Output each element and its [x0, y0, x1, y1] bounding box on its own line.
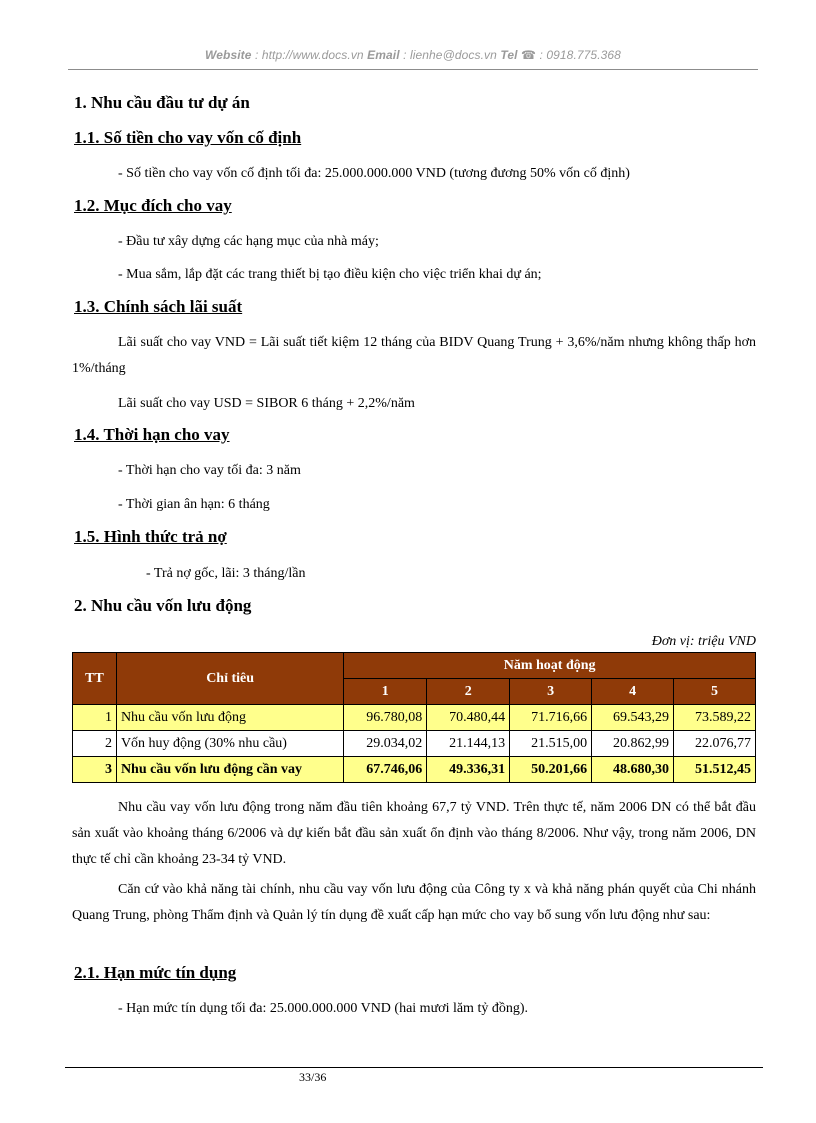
row-value: 20.862,99 — [592, 731, 674, 757]
row-value: 49.336,31 — [427, 757, 510, 783]
website-label: Website — [205, 48, 252, 62]
table-header-year-3: 3 — [510, 679, 592, 705]
paragraph-2-a: Nhu cầu vay vốn lưu động trong năm đầu tiên khoảng 67,7 tỷ VND. Trên thực tế, năm 2006 DN có thể bắt đầu sản xuất vào khoảng tháng 6/2006 và dự kiến bắt đầu sản xuất ổn định vào tháng 8/2006. Như vậy, trong năm 2006, DN thực tế chỉ cần khoảng 23-34 tỷ VND. — [72, 800, 756, 867]
row-value: 22.076,77 — [674, 731, 756, 757]
page-number: 33/36 — [299, 1070, 327, 1084]
page-header — [68, 48, 758, 62]
paragraph-1-2-b: - Mua sắm, lắp đặt các trang thiết bị tạo điều kiện cho việc triển khai dự án; — [118, 267, 542, 282]
row-item: Vốn huy động (30% nhu cầu) — [116, 731, 343, 757]
row-value: 71.716,66 — [510, 705, 592, 731]
header-divider — [68, 69, 758, 70]
row-value: 69.543,29 — [592, 705, 674, 731]
row-item: Nhu cầu vốn lưu động cần vay — [116, 757, 343, 783]
email-value: : lienhe@docs.vn — [399, 48, 501, 62]
table-header-year-4: 4 — [592, 679, 674, 705]
paragraph-1-3-b: Lãi suất cho vay USD = SIBOR 6 tháng + 2,2%/năm — [118, 396, 415, 411]
row-value: 50.201,66 — [510, 757, 592, 783]
row-value: 29.034,02 — [344, 731, 427, 757]
heading-1-1: 1.1. Số tiền cho vay vốn cố định — [74, 128, 302, 147]
row-value: 73.589,22 — [674, 705, 756, 731]
paragraph-1-3-a: Lãi suất cho vay VND = Lãi suất tiết kiệm 12 tháng của BIDV Quang Trung + 3,6%/năm nhưng không thấp hơn 1%/tháng — [72, 335, 756, 376]
tel-value: ☎ : 0918.775.368 — [517, 48, 621, 62]
paragraph-2-b: Căn cứ vào khả năng tài chính, nhu cầu vay vốn lưu động của Công ty x và khả năng phán quyết của Chi nhánh Quang Trung, phòng Thẩm định và Quản lý tín dụng đề xuất cấp hạn mức cho vay bổ sung vốn lưu động như sau: — [72, 882, 756, 923]
paragraph-1-4-a: - Thời hạn cho vay tối đa: 3 năm — [118, 463, 301, 478]
heading-section-1: 1. Nhu cầu đầu tư dự án — [74, 93, 250, 112]
footer-divider — [65, 1067, 763, 1068]
heading-2-1: 2.1. Hạn mức tín dụng — [74, 963, 237, 982]
paragraph-1-5: - Trả nợ gốc, lãi: 3 tháng/lần — [146, 566, 306, 581]
heading-1-3: 1.3. Chính sách lãi suất — [74, 297, 243, 316]
row-value: 21.144,13 — [427, 731, 510, 757]
paragraph-1-4-b: - Thời gian ân hạn: 6 tháng — [118, 497, 270, 512]
table-header-year-2: 2 — [427, 679, 510, 705]
row-value: 67.746,06 — [344, 757, 427, 783]
paragraph-1-1: - Số tiền cho vay vốn cố định tối đa: 25.000.000.000 VND (tương đương 50% vốn cố định) — [118, 166, 630, 181]
table-row-total — [73, 757, 756, 783]
row-tt: 2 — [73, 731, 117, 757]
row-value: 70.480,44 — [427, 705, 510, 731]
table-header-year-5: 5 — [674, 679, 756, 705]
table-row — [73, 731, 756, 757]
row-value: 21.515,00 — [510, 731, 592, 757]
tel-label: Tel — [500, 48, 518, 62]
paragraph-1-2-a: - Đầu tư xây dựng các hạng mục của nhà máy; — [118, 234, 379, 249]
row-item: Nhu cầu vốn lưu động — [116, 705, 343, 731]
paragraph-2-1: - Hạn mức tín dụng tối đa: 25.000.000.000 VND (hai mươi lăm tỷ đồng). — [118, 1001, 528, 1016]
row-tt: 3 — [73, 757, 117, 783]
row-tt: 1 — [73, 705, 117, 731]
heading-section-2: 2. Nhu cầu vốn lưu động — [74, 596, 252, 615]
heading-1-5: 1.5. Hình thức trả nợ — [74, 527, 227, 546]
row-value: 51.512,45 — [674, 757, 756, 783]
heading-1-4: 1.4. Thời hạn cho vay — [74, 425, 230, 444]
heading-1-2: 1.2. Mục đích cho vay — [74, 196, 232, 215]
row-value: 48.680,30 — [592, 757, 674, 783]
row-value: 96.780,08 — [344, 705, 427, 731]
email-label: Email — [367, 48, 400, 62]
table-header-years: Năm hoạt động — [344, 653, 756, 679]
website-value: : http://www.docs.vn — [251, 48, 368, 62]
unit-note: Đơn vị: triệu VND — [651, 634, 756, 649]
table-header-item: Chỉ tiêu — [116, 653, 343, 705]
table-header-year-1: 1 — [344, 679, 427, 705]
table-header-tt: TT — [73, 653, 117, 705]
working-capital-table — [72, 652, 756, 783]
table-row — [73, 705, 756, 731]
